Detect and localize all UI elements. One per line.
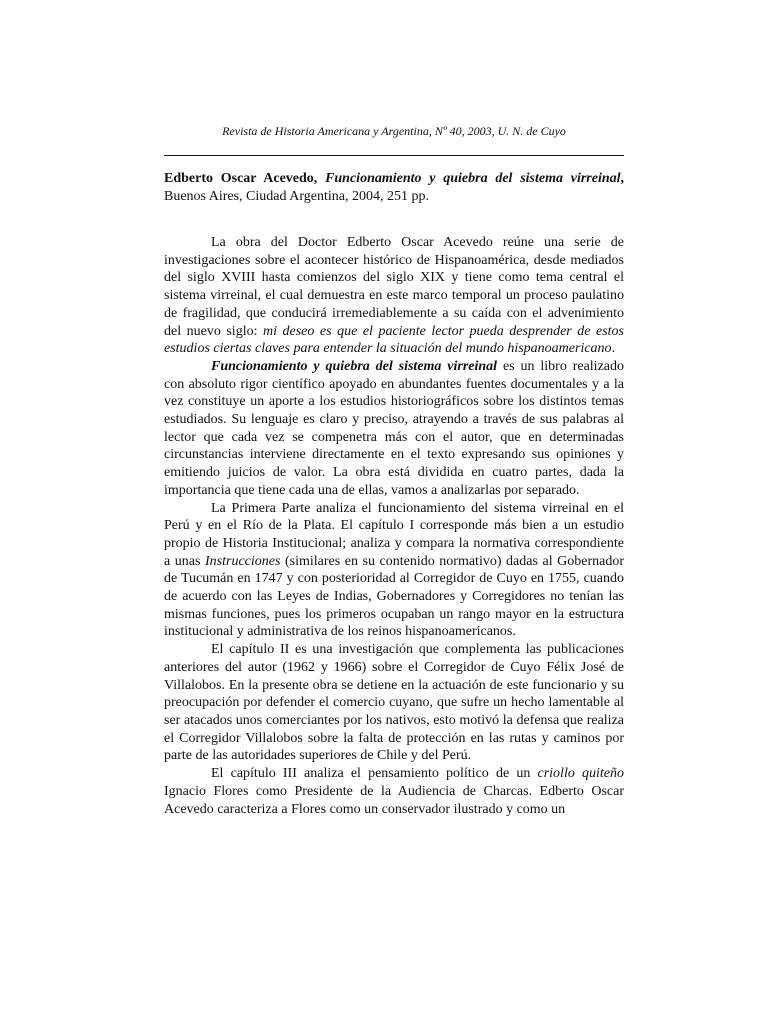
book-citation xyxy=(164,170,624,206)
review-body xyxy=(164,234,624,818)
running-header: Revista de Historia Americana y Argentina, Nº 40, 2003, U. N. de Cuyo xyxy=(222,124,566,138)
body-paragraph xyxy=(164,234,624,358)
citation-author: Edberto Oscar Acevedo, xyxy=(164,171,318,186)
emphasis-text: Instrucciones xyxy=(205,553,281,569)
paragraph-text: El capítulo III analiza el pensamiento político de un xyxy=(211,766,538,782)
paragraph-text: . xyxy=(611,341,616,357)
citation-title-line xyxy=(164,170,624,188)
paragraph-text: es un libro realizado con absoluto rigor científico apoyado en abundantes fuentes documentales y a la vez constituye un aporte a los estudios historiográficos sobre los distintos temas estudiados. Su lenguaje es claro y preciso, atrayendo a través de sus palabras al lector que cada vez se compenetra más con el autor, que en determinadas circunstancias interviene directamente en el texto expresando sus opiniones y emitiendo juicios de valor. La obra está dividida en cuatro partes, dada la importancia que tiene cada una de ellas, vamos a analizarlas por separado. xyxy=(164,358,624,498)
citation-imprint: Buenos Aires, Ciudad Argentina, 2004, 251 pp. xyxy=(164,189,429,204)
body-paragraph xyxy=(164,500,624,642)
citation-book-title: Funcionamiento y quiebra del sistema virreinal xyxy=(325,171,621,186)
body-paragraph xyxy=(164,641,624,765)
body-paragraph xyxy=(164,765,624,818)
emphasis-text: Funcionamiento y quiebra del sistema virreinal xyxy=(211,358,498,374)
citation-comma: , xyxy=(620,171,625,186)
paragraph-text: La Primera Parte analiza el funcionamiento del sistema virreinal en el Perú y en el Río de la Plata. El capítulo I corresponde más bien a un estudio propio de Historia Institucional; analiza y compara la normativa correspondiente a unas xyxy=(164,500,624,569)
paragraph-text: (similares en su contenido normativo) dadas al Gobernador de Tucumán en 1747 y con posterioridad al Corregidor de Cuyo en 1755, cuando de acuerdo con las Leyes de Indias, Gobernadores y Corregidores no tenían las mismas funciones, pues los primeros ocupaban un rango mayor en la estructura institucional y administrativa de los reinos hispanoamericanos. xyxy=(164,553,624,640)
body-paragraph xyxy=(164,358,624,500)
paragraph-text: Ignacio Flores como Presidente de la Audiencia de Charcas. Edberto Oscar Acevedo caracteriza a Flores como un conservador ilustrado y como un xyxy=(164,783,624,817)
paragraph-text: El capítulo II es una investigación que complementa las publicaciones anteriores del autor (1962 y 1966) sobre el Corregidor de Cuyo Félix José de Villalobos. En la presente obra se detiene en la actuación de este funcionario y su preocupación por defender el comercio cuyano, que sufre un hecho lamentable al ser atacados unos comerciantes por los nativos, esto motivó la defensa que realiza el Corregidor Villalobos sobre la falta de protección en las rutas y caminos por parte de las autoridades superiores de Chile y del Perú. xyxy=(164,642,624,764)
paragraph-text: La obra del Doctor Edberto Oscar Acevedo reúne una serie de investigaciones sobre el acontecer histórico de Hispanoamérica, desde mediados del siglo XVIII hasta comienzos del siglo XIX y tiene como tema central el sistema virreinal, el cual demuestra en este marco temporal un proceso paulatino de fragilidad, que conducirá irremediablemente a su caída con el advenimiento del nuevo siglo: xyxy=(164,235,624,339)
emphasis-text: criollo quiteño xyxy=(537,766,624,782)
header-rule xyxy=(164,155,624,156)
emphasis-text: mi deseo es que el paciente lector pueda desprender de estos estudios ciertas claves para entender la situación del mundo hispanoamericano xyxy=(164,323,625,357)
